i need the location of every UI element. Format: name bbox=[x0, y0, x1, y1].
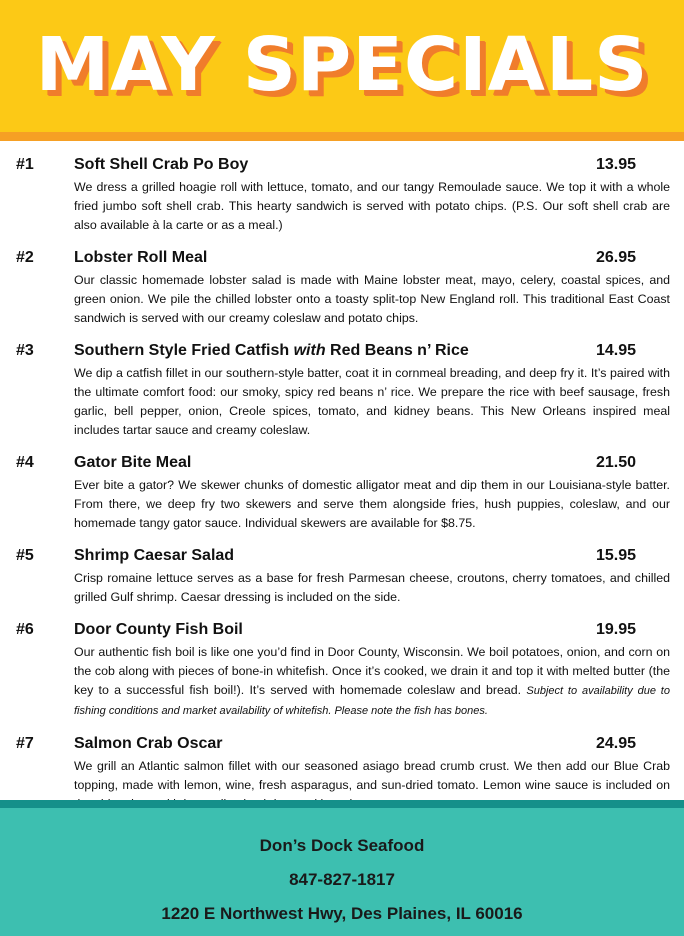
menu-item bbox=[0, 454, 684, 533]
item-description-text: Crisp romaine lettuce serves as a base for fresh Parmesan cheese, croutons, cherry tomatoes, and chilled grilled Gulf shrimp. Caesar dressing is included on the side. bbox=[74, 571, 670, 604]
item-number: #4 bbox=[16, 454, 34, 471]
address: 1220 E Northwest Hwy, Des Plaines, IL 60016 bbox=[161, 904, 523, 923]
item-name bbox=[74, 342, 469, 360]
item-description-text: Our authentic fish boil is like one you’d find in Door County, Wisconsin. We boil potatoes, onion, and corn on the cob along with pieces of bone-in whitefish. Once it’s cooked, we drain it and top it with melted butter (the key to a successful fish boil!). It’s served with homemade coleslaw and bread. bbox=[74, 645, 670, 697]
item-description-text: We dress a grilled hoagie roll with lettuce, tomato, and our tangy Remoulade sauce. We top it with a whole fried jumbo soft shell crab. This hearty sandwich is served with potato chips. (P.S. Our soft shell crab are also available à la carte or as a meal.) bbox=[74, 180, 670, 232]
menu-item bbox=[0, 249, 684, 328]
item-number: #5 bbox=[16, 547, 34, 564]
item-price: 19.95 bbox=[596, 621, 637, 638]
item-number: #1 bbox=[16, 156, 34, 173]
phone-number: 847-827-1817 bbox=[289, 870, 395, 889]
item-name: Door County Fish Boil bbox=[74, 621, 243, 638]
item-name: Gator Bite Meal bbox=[74, 454, 192, 471]
item-number: #3 bbox=[16, 342, 34, 359]
item-description-text: We grill an Atlantic salmon fillet with our seasoned asiago bread crumb crust. We then add our Blue Crab topping, made with lemon, wine, fresh asparagus, and sun-dried tomato. Lemon wine sauce is included on bbox=[74, 759, 670, 792]
item-number: #7 bbox=[16, 735, 34, 752]
item-description-text: Our classic homemade lobster salad is made with Maine lobster meat, mayo, celery, coastal spices, and green onion. We pile the chilled lobster onto a toasty split-top New England roll. This traditional East Coast sandwich is served with our creamy coleslaw and potato chips. bbox=[74, 273, 670, 325]
item-price: 24.95 bbox=[596, 735, 637, 752]
page-title: MAY SPECIALS bbox=[35, 22, 649, 108]
item-description-text: We dip a catfish fillet in our southern-style batter, coat it in cornmeal breading, and deep fry it. It’s paired with the ultimate comfort food: our smoky, spicy red beans n’ rice. We prepare the rice with beef sausage, fresh garlic, bell pepper, onion, Creole spices, tomato, and kidney beans. This New Orleans inspired meal includes tartar sauce and creamy coleslaw. bbox=[74, 366, 670, 437]
header-banner bbox=[0, 0, 684, 141]
item-price: 21.50 bbox=[596, 454, 637, 471]
menu-item bbox=[0, 621, 684, 721]
menu-item bbox=[0, 156, 684, 235]
item-name: Lobster Roll Meal bbox=[74, 249, 208, 266]
item-price: 15.95 bbox=[596, 547, 637, 564]
item-name-part: Southern Style Fried Catfish bbox=[74, 342, 294, 359]
item-number: #2 bbox=[16, 249, 34, 266]
item-note: Subject to availability due to fishing conditions and market availability of whitefish. Please note the fish has bones. bbox=[74, 685, 670, 717]
item-name-italic: with bbox=[293, 342, 326, 359]
item-price: 13.95 bbox=[596, 156, 637, 173]
menu-item bbox=[0, 547, 684, 607]
item-name: Shrimp Caesar Salad bbox=[74, 547, 235, 564]
footer-banner bbox=[0, 800, 684, 936]
item-name: Salmon Crab Oscar bbox=[74, 735, 223, 752]
item-name: Soft Shell Crab Po Boy bbox=[74, 156, 249, 173]
item-price: 26.95 bbox=[596, 249, 637, 266]
item-price: 14.95 bbox=[596, 342, 637, 359]
menu-item bbox=[0, 342, 684, 440]
item-description-text: Ever bite a gator? We skewer chunks of domestic alligator meat and dip them in our Louisiana-style batter. From there, we deep fry two skewers and serve them alongside fries, hush puppies, coleslaw, and our homemade tangy gator sauce. Individual skewers are available for $8.75. bbox=[74, 478, 670, 530]
item-number: #6 bbox=[16, 621, 34, 638]
restaurant-name: Don’s Dock Seafood bbox=[259, 836, 425, 855]
item-name-part: Red Beans n’ Rice bbox=[325, 342, 469, 359]
specials-list bbox=[0, 156, 684, 828]
